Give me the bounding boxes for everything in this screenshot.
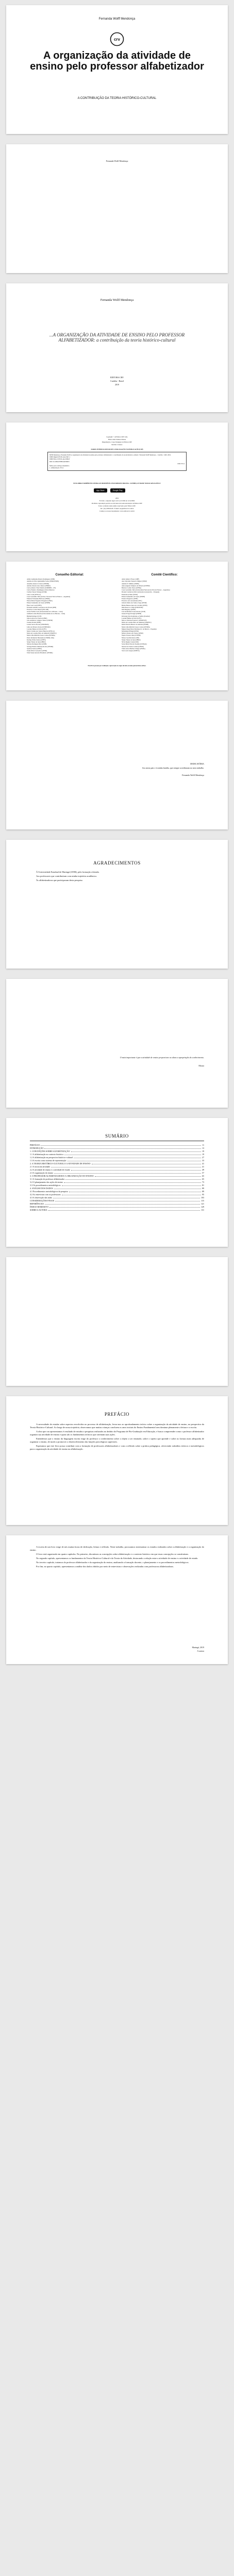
title-page — [6, 283, 228, 412]
board-member: Maria Cristina dos Santos Bezerra (UFSCar) — [27, 630, 55, 633]
board-member: Helmuth Krüger (UCP) — [27, 615, 42, 617]
toc-entry-label: 3.3 Os procedimentos metodológicos — [30, 1184, 61, 1187]
cover-title: A organização da atividade de ensino pelo professor alfabetizador — [30, 50, 204, 72]
toc-leader-dots — [55, 1199, 200, 1201]
cover-author: Fernanda Wolff Mendonça — [98, 18, 136, 21]
board-member: Sérgio Nunes de Jesus (IFRO) — [27, 641, 46, 643]
toc-entry-label: 4. ANÁLISE DOS DADOS — [30, 1187, 53, 1190]
board-member: Barbara Coelho Neves (UFBA) — [122, 587, 141, 589]
board-member: Carlos Federico Dominguez Avila (Unieuro) — [27, 589, 55, 591]
toc-page — [6, 1118, 228, 1247]
board-member: Paulo Romualdo Hernandes (UNIFAL-MG) — [27, 636, 55, 639]
board-member: Sonia Maria Ferreira Koehler (UNISAL) — [122, 643, 147, 646]
intro-sign-place: Maringá, 2019 — [192, 1646, 204, 1649]
board-member: Mohammed Elhajji (UFRJ) — [122, 630, 139, 633]
halftitle-author-page — [6, 144, 228, 273]
toc-entry-page: 65 — [202, 1175, 204, 1177]
acknowledgements-text — [30, 871, 204, 883]
dedication-sign: Fernanda Wolff Mendonça — [182, 774, 204, 776]
board-member: José de Ribamar Sousa Pereira (UCB) — [122, 611, 145, 613]
board-member: Francisco Ari de Andrade (UFC) — [122, 600, 142, 602]
toc-leader-dots — [92, 1162, 201, 1164]
toc-entry-label: 2.3 A organização do ensino — [30, 1172, 54, 1174]
board-member: Josania Portela (UFPI) — [27, 621, 41, 624]
board-member: Diosnel Centurion (Univ Autónoma de Asunción – Paraguai) — [122, 591, 160, 594]
epigraph-author: Moura — [198, 1064, 204, 1067]
board-member: Aldira Guimarães Duarte Domínguez (UNB) — [27, 578, 55, 581]
editorial-board-columns — [27, 574, 207, 654]
cip-index-1: 1. Alfabetização 372.4 — [49, 467, 63, 469]
toc-leader-dots — [62, 1184, 201, 1186]
board-member: Carlos Alberto Vilar Estêvão (UMINHO – PT) — [27, 587, 56, 589]
board-member: Nilson José Machado (USP) — [122, 636, 140, 639]
cip-box — [47, 452, 187, 471]
intro-page — [6, 1535, 228, 1664]
board-column-left — [27, 574, 112, 654]
toc-leader-dots — [74, 1156, 201, 1158]
toc-entry-label: 1.1 A alfabetização no contexto histórico — [30, 1153, 64, 1156]
app-badges — [94, 488, 125, 493]
toc-entry-label: 2. A TEORIA HISTÓRICO-CULTURAL E A ATIVIDADE DE ENSINO — [30, 1162, 91, 1165]
title-city: Curitiba - Brasil — [110, 380, 124, 382]
preface-paragraph: A necessidade de estudar sobre aspectos envolvidos no processo de alfabetização, levou-nos ao aprofundamento teórico sobre a organização da atividade de ensino, na perspectiva da Teoria Histórico-Cultural. Ao longo de nossa trajetória, observamos que muitas crianças concluem os anos iniciais do Ensino Fundamental sem dominar plenamente a leitura e a escrita. — [30, 1423, 204, 1429]
toc-leader-dots — [64, 1153, 201, 1155]
toc-entry-label: ÍNDICE REMISSIVO — [30, 1206, 49, 1208]
toc-entry-page: 89 — [202, 1190, 204, 1193]
dedication-page — [6, 701, 228, 829]
board-member: Míguel Ángel Pérez Martinez (U. de Murcia – Espanha) — [122, 628, 157, 630]
board-member: Maria Lília Imbiriba Sousa Colares (UFOPA) — [27, 634, 55, 637]
copyright-page — [6, 422, 228, 551]
board-member: Antônio Pereira Gaio Júnior (UFRRJ) — [27, 584, 51, 587]
board-member: Anna Augusta Sampaio de Oliveira (UNESP) — [122, 584, 150, 587]
toc-leader-dots — [69, 1190, 201, 1192]
toc-leader-dots — [53, 1196, 200, 1198]
board-member: Simone Rodrigues Pinto (UNB) — [27, 643, 47, 646]
board-member: Mônica Pereira dos Santos (UFRJ) — [122, 632, 143, 635]
board-member: Lourdes Helena da Silva (UFV) — [27, 628, 47, 630]
toc-entry-page: 57 — [202, 1172, 204, 1174]
board-member: Elione Maria Nogueira Diogenes (UFAL) — [27, 600, 53, 602]
website-info: Conheça os nossos lançamentos: www.editoracrv.com.br — [99, 510, 135, 512]
toc-leader-dots — [48, 1209, 200, 1211]
toc-entry-page: 131 — [201, 1209, 204, 1211]
toc-leader-dots — [68, 1159, 201, 1161]
toc-entry-page: 41 — [202, 1162, 204, 1165]
toc-entry-page: 95 — [202, 1193, 204, 1196]
toc-entry-page: 19 — [202, 1153, 204, 1156]
toc-entry-page: 33 — [202, 1159, 204, 1162]
board-member: Tania Suely Azevedo Brasileiro (UFOPA) — [27, 652, 53, 654]
toc-entry-page: 129 — [201, 1206, 204, 1208]
dedication-text: Aos meus pais e à minha família, que sempre acreditaram no meu trabalho. — [142, 767, 204, 769]
board-member: Eliane Rose Maio (UEM) — [122, 593, 138, 596]
toc-entry-label: 3.2 O planejamento das ações de ensino — [30, 1181, 63, 1183]
toc-entry-label: PREFÁCIO — [30, 1144, 40, 1146]
publisher-logo-icon — [110, 32, 124, 46]
toc-entry-page: 103 — [201, 1196, 204, 1199]
toc-entry-label: 2.1 A teoria da atividade — [30, 1165, 50, 1168]
board-head-right: Comitê Científico: — [151, 573, 178, 577]
board-member: Eduardo Fernandes Barbosa (UFMG) — [27, 598, 51, 600]
acknowledgements-page — [6, 840, 228, 969]
toc-leader-dots — [64, 1181, 201, 1183]
cip-index: Índice para catálogo sistemático — [49, 465, 70, 467]
cip-title: DADOS INTERNACIONAIS DE CATALOGAÇÃO NA PUBLICAÇÃO (CIP) — [91, 448, 143, 450]
board-member: Fauston Negreiros (UFPI) — [122, 598, 138, 600]
epigraph-text: O mais importante é que a atividade de ensino proporcione ao aluno a apropriação do conhecimento. — [120, 1056, 204, 1059]
board-member: Gláucia Maria dos Santos Jorge (UFOP) — [122, 602, 147, 604]
board-member: Andréia N. Militão (UEMS) — [122, 582, 139, 585]
toc-leader-dots — [45, 1202, 200, 1205]
halftitle-author: Fernanda Wolff Mendonça — [106, 160, 128, 162]
toc-entry-label: INTRODUÇÃO — [30, 1147, 44, 1149]
board-member: Gloria Fariñas León (Universidade de La Havana – Cuba) — [27, 611, 63, 613]
toc-entry-label: SOBRE A AUTORA — [30, 1209, 47, 1211]
toc-title: SUMÁRIO — [105, 1133, 129, 1139]
toc-entry-page: 81 — [202, 1184, 204, 1187]
board-member: Najela Tavares Ujiie (UTFPR) — [122, 634, 141, 637]
board-member: Tadeu Oliver Gonçalves (UFPA) — [27, 649, 47, 652]
preface-page — [6, 1396, 228, 1525]
copyright-line: Copyright © da Editora CRV Ltda. — [106, 436, 128, 438]
preface-body — [30, 1423, 204, 1452]
board-member: Solange Helena Ximenes-Rocha (UFOPA) — [27, 645, 54, 648]
board-member: Maria de Lourdes Pinto de Almeida (UNOESC) — [122, 621, 152, 624]
toc-entry-page: 49 — [202, 1168, 204, 1171]
board-member: Anselmo Alencar Colares (UFOPA) — [27, 582, 49, 585]
toc-leader-dots — [71, 1150, 202, 1152]
board-column-right — [122, 574, 207, 654]
toc-entry-page: 73 — [202, 1181, 204, 1183]
toc-entry-page: 41 — [202, 1165, 204, 1168]
legal-deposit: Foi feito o depósito legal conf. Lei 10.994 de 14/12/2004 — [99, 500, 135, 502]
board-member: Lourdes Helena da Silva (UFV) — [122, 617, 142, 619]
board-member: Altair Alberto Fávero (UPF) — [122, 578, 140, 581]
editorial-board-page — [6, 562, 228, 690]
cover-page — [6, 5, 228, 134]
toc-entry-page: 89 — [202, 1187, 204, 1190]
toc-entry-label: 2.2 A atividade de ensino e a atividade de estudo — [30, 1168, 70, 1171]
title-text: ...A ORGANIZAÇÃO DA ATIVIDADE DE ENSINO PELO PROFESSOR ALFABETIZADOR: a contribuição da teoria histórico-cultural — [49, 332, 185, 343]
board-list-right — [122, 578, 207, 652]
board-member: Elizeu Clementino de Souza (UNEB) — [122, 595, 145, 598]
toc-entry[interactable] — [30, 1209, 204, 1212]
board-member: Kilwangy Kya Kapitango-a-Samba (Unemat) — [122, 615, 150, 617]
intro-body — [30, 1546, 204, 1569]
svg-text:crv: crv — [113, 37, 121, 42]
cip-isbn: ISBN Digital 978-85-444-3367-1 — [49, 456, 71, 459]
board-member: Maria Eurácia Barreto de Andrade (UFRB) — [122, 623, 148, 626]
toc-leader-dots — [54, 1187, 201, 1189]
toc-leader-dots — [51, 1165, 201, 1167]
rights-notice: Todos os direitos desta edição reservados pela: Editora CRV — [98, 505, 136, 507]
board-member: Sérgio Nunes de Jesus (IFRO) — [122, 638, 141, 641]
toc-entry-label: REFERÊNCIAS — [30, 1202, 44, 1205]
toc-entry-page: 115 — [201, 1199, 204, 1202]
toc-leader-dots — [95, 1175, 201, 1177]
board-list-left — [27, 578, 112, 654]
reproduction-notice: Proibida a reprodução parcial ou total desta obra sem autorização da Editora CRV — [91, 502, 143, 504]
board-member: Andréia da Silva Quintanilha Sousa (UNIR/UFRN) — [27, 580, 59, 583]
board-member: Rodrigo Pratte-Santos (UFES) — [27, 638, 46, 641]
board-member: Silvia Regina Canan (URI) — [122, 641, 139, 643]
board-member: Helder Buenos Aires de Carvalho (UFPI) — [122, 604, 147, 606]
toc-entry-label: 1. CONCEPÇÕES SOBRE ALFABETIZAÇÃO — [30, 1150, 70, 1153]
board-member: Suzana dos Santos Gomes (UFMG) — [122, 645, 144, 648]
toc-entry-label: 1.3 A escrita como sistema de representação — [30, 1159, 66, 1162]
toc-entry-page: 121 — [201, 1202, 204, 1205]
toc-entry-page: 13 — [202, 1147, 204, 1149]
title-author: Fernanda Wolff Mendonça — [100, 299, 134, 302]
board-member: Cesar Gerónimo Tello (Univer. Nacional Três de Febrero – Argentina) — [27, 595, 71, 598]
intro-paragraph: Por fim, no quarto capítulo, apresentamos a análise dos dados obtidos por meio de entrevistas e observações realizadas com professoras alfabetizadoras. — [36, 1565, 174, 1568]
toc-list — [30, 1144, 204, 1212]
copyright-year: 2019 — [115, 497, 119, 499]
toc-entry-label: 4.2 As entrevistas com as professoras — [30, 1193, 61, 1196]
toc-leader-dots — [71, 1168, 201, 1171]
board-member: Vera Lucia Gaspar (UDESC) — [122, 649, 140, 652]
title-publisher: EDITORA CRV — [110, 376, 124, 379]
cip-cdd: CDD 372.4 — [177, 462, 185, 465]
blank-page — [6, 1257, 228, 1386]
cip-isbn-2: ISBN Físico 978-85-444-3368-8 — [49, 458, 70, 461]
board-member: João Adalberto Campato Junior (UNESP) — [27, 619, 53, 622]
toc-leader-dots — [49, 1206, 200, 1208]
board-member: Elizeu Clementino de Souza (UNEB) — [27, 602, 50, 604]
board-member: Jailson Alves dos Santos (UFRJ) — [27, 617, 47, 619]
toc-entry-label: 3.1 A formação do professor alfabetizador — [30, 1178, 65, 1180]
preface-paragraph: Entendemos que o ensino da linguagem escrita exige do professor o conhecimento sobre o objeto a ser ensinado, sobre o sujeito que aprende e sobre as formas mais adequadas de organizar o ensino, de modo a promover o desenvolvimento das funções psicológicas superiores. — [30, 1437, 204, 1443]
contact-info: Tel.: (41) 3039-6418 - E-mail: sac@editoracrv.com.br — [100, 507, 134, 510]
preface-paragraph: Esperamos que este livro possa contribuir com a formação de professores alfabetizadores e com a reflexão sobre a prática pedagógica, oferecendo subsídios teóricos e metodológicos para a organização da atividade de ensino na alfabetização. — [30, 1445, 204, 1450]
board-member: Francisco Carlos Duarte (PUC-PR) — [27, 608, 49, 611]
toc-entry-label: 4.3 A observação das aulas — [30, 1196, 52, 1199]
copyright-line: Revisão: O Autor — [111, 444, 123, 446]
intro-sign-author: A autora — [197, 1650, 204, 1652]
acknowledgement-line: Às alfabetizadoras que participaram desta pesquisa. — [36, 879, 83, 882]
toc-entry-page: 27 — [202, 1156, 204, 1159]
board-member: Élsio José Corá (UFFS) — [27, 604, 42, 606]
board-member: Jussara Fraga Portugal (UNEB) — [122, 613, 142, 615]
toc-leader-dots — [44, 1147, 201, 1149]
intro-paragraph: A escrita de um livro exige de nós muitas horas de dedicação, leitura e reflexão. Neste trabalho, procuramos sistematizar os estudos realizados sobre a alfabetização e a organização do ensino. — [30, 1546, 204, 1551]
board-member: Guillermo Arias Beatón (Universidade de La Havana – Cuba) — [27, 613, 65, 615]
cip-body: M539 Mendonça, Fernanda Wolff. A organização da atividade de ensino pelo professor alfabetizador: a contribuição da teoria histórico-cultural / Fernanda Wolff Mendonça – Curitiba : CRV, 2019. — [49, 454, 171, 456]
acknowledgement-line: Aos professores que contribuíram com minha trajetória acadêmica. — [36, 875, 97, 877]
toc-entry-page: 11 — [202, 1144, 204, 1146]
dedication-label: DEDICATÓRIA — [190, 762, 204, 765]
cover-subtitle: A CONTRIBUIÇÃO DA TEORIA HISTÓRICO-CULTURAL — [77, 97, 157, 100]
cip-doi: DOI 10.24824/978854443368.8 — [49, 460, 70, 463]
toc-leader-dots — [41, 1144, 201, 1146]
board-member: Celso Conti (UFSCar) — [27, 593, 41, 596]
board-member: Vânia Alves Martins Chaigar (FURG) — [122, 647, 145, 650]
copyright-line: Diagramação e Capa: Designers da Editora CRV — [102, 441, 132, 443]
acknowledgements-title: AGRADECIMENTOS — [93, 860, 141, 866]
toc-entry-label: 4.1 Procedimentos metodológicos da pesquisa — [30, 1190, 68, 1193]
board-member: Sydione Santos (UEPG) — [27, 647, 42, 650]
board-member: Marcos Vinicius Francisco (UNOESTE) — [122, 619, 147, 622]
toc-entry-page: 19 — [202, 1150, 204, 1153]
board-member: Maria de Lourdes Pinto de Almeida (UNOESC) — [27, 632, 57, 635]
preface-title: PREFÁCIO — [104, 1412, 130, 1417]
intro-paragraph: No terceiro capítulo, tratamos do professor alfabetizador e da organização do ensino, analisando a formação docente, o planejamento e os procedimentos metodológicos. — [36, 1561, 189, 1564]
copyright-line: Editor-chefe: Railson Moura — [108, 438, 126, 440]
board-member: Fernando Antônio Gonçalves Alcoforado (IPB) — [27, 606, 56, 608]
board-member: Cesar Gerónimo Tello (Universidad Nacional de Três de Febrero – Argentina) — [122, 589, 170, 591]
intro-paragraph: O livro está organizado em quatro capítulos. No primeiro, discutimos as concepções sobre alfabetização e o contexto histórico em que essas concepções se constituíram. — [36, 1553, 189, 1555]
toc-leader-dots — [62, 1193, 201, 1195]
toc-entry-label: CONSIDERAÇÕES FINAIS — [30, 1199, 55, 1202]
digital-notice: ESTA OBRA TAMBÉM ENCONTRA-SE DISPONÍVEL EM FORMATO DIGITAL. CONHEÇA E BAIXE NOSSO APLICATIVO! — [73, 482, 161, 484]
toc-entry-label: 1.2 A alfabetização na perspectiva histórico-cultural — [30, 1156, 73, 1159]
app-store-badge[interactable]: App Store — [94, 488, 107, 493]
toc-entry-label: 3. O PROFESSOR ALFABETIZADOR E A ORGANIZAÇÃO DO ENSINO — [30, 1175, 94, 1177]
intro-paragraph: No segundo capítulo, apresentamos os fundamentos da Teoria Histórico-Cultural e da Teoria da Atividade, destacando a relação entre a atividade de ensino e a atividade de estudo. — [36, 1557, 198, 1560]
toc-leader-dots — [65, 1178, 201, 1180]
epigraph-page — [6, 979, 228, 1108]
board-member: Carmen Tereza Velanga (UNIR) — [27, 591, 47, 594]
board-member: Ana Chrystina Venancio Mignot (UERJ) — [122, 580, 147, 583]
board-member: Maria Lília Imbiriba Sousa Colares (UFOPA) — [122, 625, 150, 628]
board-member: Lídia de Oliveira Xavier (UNIEURO) — [27, 625, 51, 628]
review-note: Este livro passou por avaliação e aprovação às cegas de dois ou mais pareceristas ad hoc. — [88, 665, 146, 667]
board-head-left: Conselho Editorial: — [55, 573, 84, 577]
acknowledgement-line: À Universidade Estadual de Maringá (UEM), pela formação ofertada. — [36, 871, 99, 873]
board-member: Ilma Passos A. Veiga (UNICEUB) — [122, 606, 143, 608]
preface-paragraph: A obra que ora apresentamos é resultado de estudos e pesquisas realizados no âmbito do Programa de Pós-Graduação em Educação, e busca compreender como o professor alfabetizador organiza sua atividade de ensino e quais são os fundamentos teóricos que orientam suas ações. — [30, 1430, 204, 1436]
toc-leader-dots — [54, 1172, 201, 1174]
title-year: 2019 — [115, 383, 119, 386]
google-play-badge[interactable]: Google Play — [110, 488, 125, 493]
toc-entry-page: 65 — [202, 1178, 204, 1180]
board-member: Inês Bragança (UERJ) — [122, 608, 136, 611]
board-member: Leonel Severo Rocha (UNISINOS) — [27, 623, 49, 626]
